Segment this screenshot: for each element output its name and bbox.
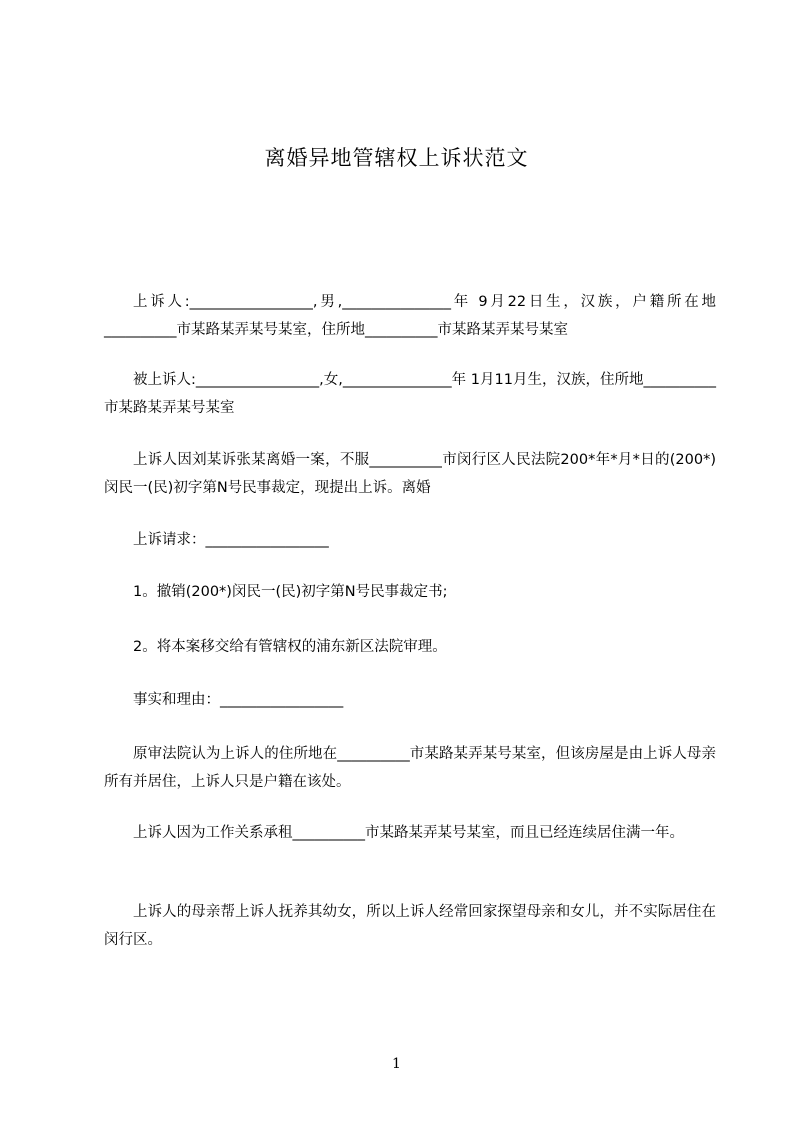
page-number: 1 bbox=[392, 1056, 401, 1072]
request-item-1: 1。撤销(200*)闵民一(民)初字第N号民事裁定书; bbox=[133, 584, 448, 600]
document-title: 离婚异地管辖权上诉状范文 bbox=[264, 146, 529, 170]
facts-paragraph-3: 上诉人的母亲帮上诉人抚养其幼女，所以上诉人经常回家探望母亲和女儿，并不实际居住在闵行区。 bbox=[104, 904, 716, 948]
appeal-reason-paragraph: 上诉人因刘某诉张某离婚一案，不服__________市闵行区人民法院200*年*月*日的(200*)闵民一(民)初字第N号民事裁定，现提出上诉。离婚 bbox=[104, 452, 716, 496]
appellee-info-paragraph: 被上诉人:_________________,女,_______________年 1月11月生，汉族，住所地__________市某路某弄某号某室 bbox=[104, 372, 716, 416]
appellant-info-paragraph: 上诉人:_________________,男,_______________年 9月22日生，汉族，户籍所在地__________市某路某弄某号某室，住所地__________市某路某弄某号某室 bbox=[104, 294, 716, 338]
facts-paragraph-2: 上诉人因为工作关系承租__________市某路某弄某号某室，而且已经连续居住满一年。 bbox=[133, 825, 684, 841]
appeal-request-heading: 上诉请求：_________________ bbox=[133, 532, 329, 548]
facts-reasons-heading: 事实和理由：_________________ bbox=[133, 692, 344, 708]
facts-paragraph-1: 原审法院认为上诉人的住所地在__________市某路某弄某号某室，但该房屋是由上诉人母亲所有并居住，上诉人只是户籍在该处。 bbox=[104, 746, 716, 790]
request-item-2: 2。将本案移交给有管辖权的浦东新区法院审理。 bbox=[133, 639, 447, 655]
